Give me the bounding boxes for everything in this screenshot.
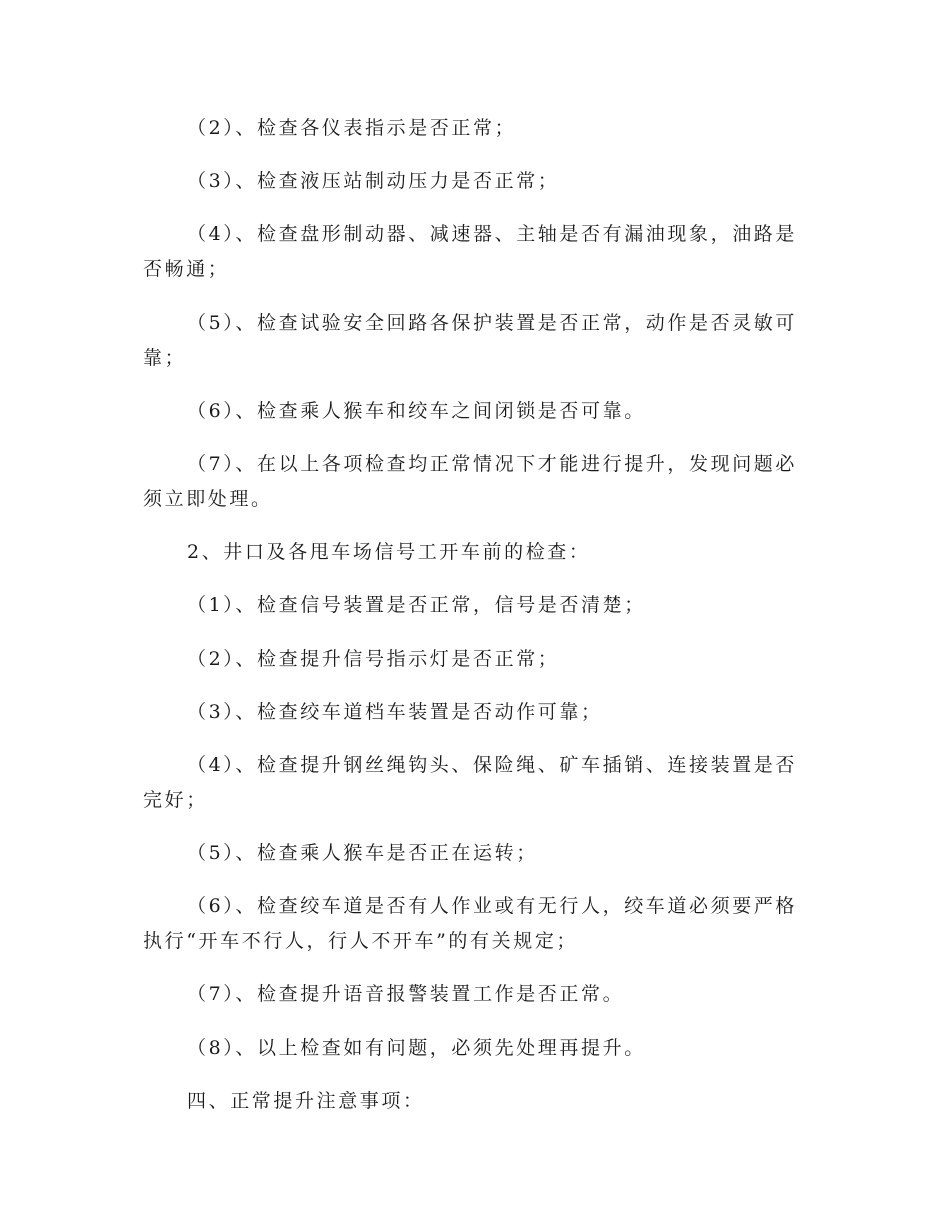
document-body xyxy=(143,111,808,1137)
paragraph-check-track-personnel: （6）、检查绞车道是否有人作业或有无行人，绞车道必须要严格执行“开车不行人，行人不开车”的有关规定； xyxy=(143,895,797,953)
paragraph-handle-problems: （8）、以上检查如有问题，必须先处理再提升。 xyxy=(187,1036,646,1059)
paragraph-check-voice-alarm: （7）、检查提升语音报警装置工作是否正常。 xyxy=(187,983,625,1006)
paragraph-check-monkey-car: （5）、检查乘人猴车是否正在运转； xyxy=(187,842,538,865)
paragraph-check-instruments: （2）、检查各仪表指示是否正常； xyxy=(187,117,517,139)
paragraph-check-safety-circuit: （5）、检查试验安全回路各保护装置是否正常，动作是否灵敏可靠； xyxy=(143,311,797,369)
paragraph-check-signal-device: （1）、检查信号装置是否正常，信号是否清楚； xyxy=(187,594,646,617)
paragraph-check-hydraulic-pressure: （3）、检查液压站制动压力是否正常； xyxy=(187,170,560,193)
paragraph-check-rope-hook: （4）、检查提升钢丝绳钩头、保险绳、矿车插销、连接装置是否完好； xyxy=(143,753,797,811)
paragraph-check-brake-leak: （4）、检查盘形制动器、减速器、主轴是否有漏油现象，油路是否畅通； xyxy=(143,223,797,281)
paragraph-check-car-stopper: （3）、检查绞车道档车装置是否动作可靠； xyxy=(187,700,603,723)
paragraph-proceed-condition: （7）、在以上各项检查均正常情况下才能进行提升，发现问题必须立即处理。 xyxy=(143,452,797,510)
section-heading-signal-check: 2、井口及各甩车场信号工开车前的检查： xyxy=(187,541,591,564)
section-heading-normal-hoisting: 四、正常提升注意事项： xyxy=(187,1089,425,1112)
paragraph-check-interlock: （6）、检查乘人猴车和绞车之间闭锁是否可靠。 xyxy=(187,399,646,422)
paragraph-check-signal-lights: （2）、检查提升信号指示灯是否正常； xyxy=(187,647,560,670)
